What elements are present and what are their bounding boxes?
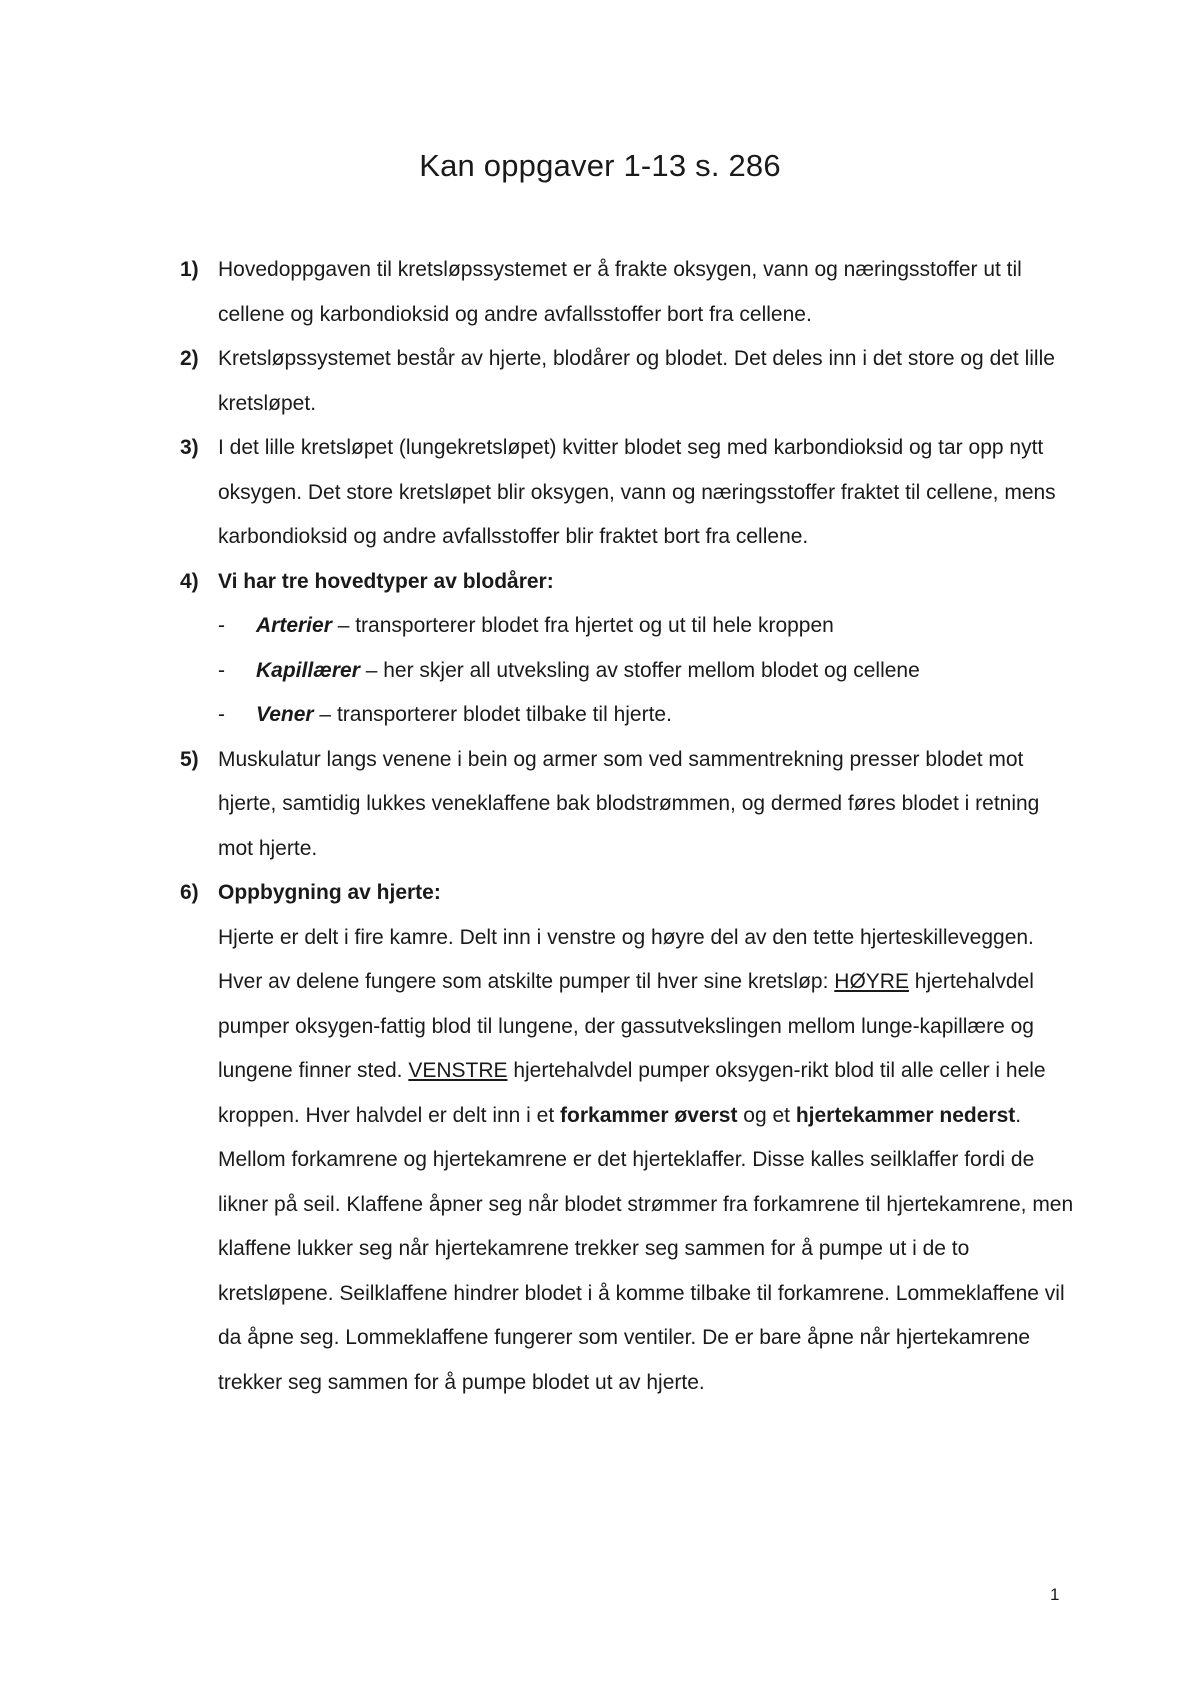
item-number: 4): [180, 569, 199, 593]
paragraph-text: . Mellom forkamrene og hjertekamrene er det hjerteklaffer. Disse kalles seilklaffer fordi de likner på seil. Klaffene åpner seg når blodet strømmer fra forkamrene til hjertekamrene, men klaffene lukker seg når hjertekamrene trekker seg sammen for å pumpe ut i de to kretsløpene. Seilklaffene hindrer blodet i å komme tilbake til forkamrene. Lommeklaffene vil da åpne seg. Lommeklaffene fungerer som ventiler. De er bare åpne når hjertekamrene trekker seg sammen for å pumpe blodet ut av hjerte.: [218, 1103, 1074, 1394]
dash-bullet: -: [218, 703, 225, 726]
term-description: – transporterer blodet fra hjertet og ut til hele kroppen: [331, 614, 834, 637]
term-description: – transporterer blodet tilbake til hjerte.: [313, 703, 672, 726]
answer-item-1: [180, 248, 1080, 337]
item-number: 2): [180, 347, 199, 370]
item-heading: Oppbygning av hjerte:: [218, 881, 441, 904]
item-text: I det lille kretsløpet (lungekretsløpet) kvitter blodet seg med karbondioksid og tar opp nytt oksygen. Det store kretsløpet blir oksygen, vann og næringsstoffer fraktet til cellene, mens karbondioksid og andre avfallsstoffer blir fraktet bort fra cellene.: [218, 436, 1056, 548]
page-number: 1: [1050, 1585, 1060, 1604]
vessel-type-kapillaerer: [180, 649, 1080, 694]
answer-item-6: [180, 871, 1080, 916]
hoyre-label: HØYRE: [834, 970, 909, 993]
item-number: 1): [180, 258, 199, 281]
term-vener: Vener: [256, 703, 314, 726]
term-kapillaerer: Kapillærer: [256, 658, 360, 682]
item-number: 5): [180, 747, 199, 771]
hjertekammer-term: hjertekammer nederst: [795, 1103, 1016, 1127]
paragraph-text: og et: [737, 1103, 796, 1127]
answer-list: [180, 248, 1080, 1405]
answer-item-3: [180, 426, 1080, 560]
paragraph-text: hjertehalvdel pumper oksygen-rikt blod til alle celler i hele kroppen. Hver halvdel er delt inn i et: [218, 1059, 1046, 1127]
page-title: Kan oppgaver 1-13 s. 286: [419, 148, 781, 183]
item-number: 3): [180, 436, 199, 459]
venstre-label: VENSTRE: [408, 1059, 508, 1082]
vessel-type-vener: [180, 693, 1080, 738]
item-text: Muskulatur langs venene i bein og armer som ved sammentrekning presser blodet mot hjerte, samtidig lukkes veneklaffene bak blodstrømmen, og dermed føres blodet i retning mot hjerte.: [218, 747, 1040, 860]
answer-item-5: [180, 738, 1080, 872]
item-text: Hovedoppgaven til kretsløpssystemet er å frakte oksygen, vann og næringsstoffer ut til cellene og karbondioksid og andre avfallsstoffer bort fra cellene.: [218, 258, 1022, 326]
answer-item-2: [180, 337, 1080, 426]
item-number: 6): [180, 881, 199, 904]
paragraph-text: Hjerte er delt i fire kamre. Delt inn i venstre og høyre del av den tette hjerteskilleveggen. Hver av delene fungere som atskilte pumper til hver sine kretsløp:: [218, 925, 1034, 993]
term-description: – her skjer all utveksling av stoffer mellom blodet og cellene: [359, 658, 920, 682]
paragraph-text: hjertehalvdel pumper oksygen-fattig blod til lungene, der gassutvekslingen mellom lunge-kapillære og lungene finner sted.: [218, 970, 1034, 1082]
answer-item-4: [180, 560, 1080, 605]
vessel-type-arterier: [180, 604, 1080, 649]
item-heading: Vi har tre hovedtyper av blodårer:: [218, 569, 554, 593]
term-arterier: Arterier: [256, 614, 332, 637]
dash-bullet: -: [218, 614, 225, 637]
heart-structure-paragraph: [180, 916, 1080, 1406]
item-text: Kretsløpssystemet består av hjerte, blodårer og blodet. Det deles inn i det store og det lille kretsløpet.: [218, 347, 1055, 415]
dash-bullet: -: [218, 658, 225, 682]
forkammer-term: forkammer øverst: [560, 1103, 738, 1127]
